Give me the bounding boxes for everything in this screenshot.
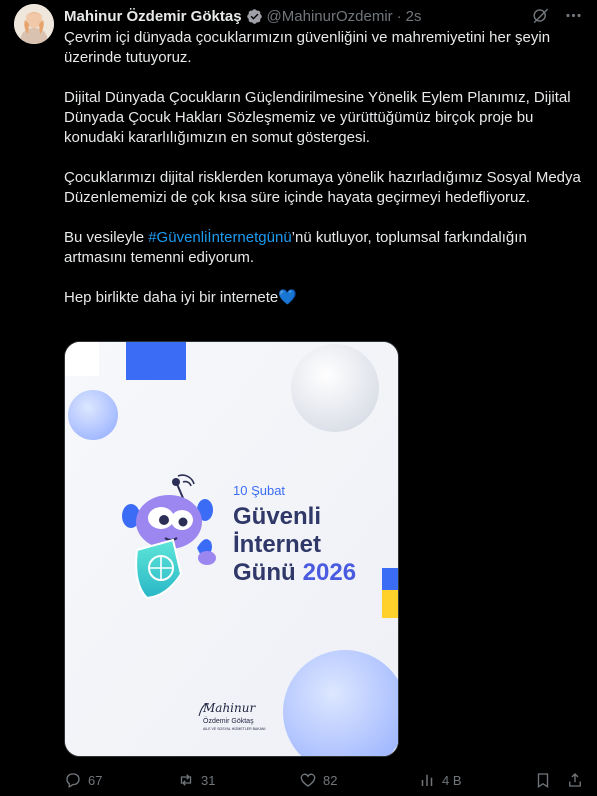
bookmark-icon [534,771,552,789]
event-title-line2: İnternet [233,531,322,558]
event-date: 10 Şubat [233,483,286,498]
action-bar [64,770,583,790]
post-paragraph-2: Dijital Dünyada Çocukların Güçlendirilmesine Yönelik Eylem Planımız, Dijital Dünyada Çocuk Hakları Sözleşmemiz ve yürüttüğümüz birçok proje bu konudaki kararlılığımızın en somut göstergesi. [64,89,571,146]
repost-count: 31 [201,772,216,788]
views-icon [418,771,436,789]
share-icon [566,771,584,789]
reply-button[interactable] [64,771,102,789]
post-media-image[interactable] [64,341,399,757]
post-header [64,6,583,26]
repost-button[interactable] [177,771,215,789]
author-name[interactable]: Mahinur Özdemir Göktaş [64,7,242,25]
svg-text:Özdemir Göktaş: Özdemir Göktaş [203,718,254,725]
post-paragraph-4: Bu vesileyle #Güvenliİnternetgünü’nü kutluyor, toplumsal farkındalığın artmasını temenni ediyorum. [64,229,527,266]
event-title-line1: Güvenli [233,503,322,530]
more-options-icon[interactable] [564,6,583,25]
verified-badge-icon [246,8,263,25]
decor-square [65,342,99,376]
svg-text:Mahinur: Mahinur [203,701,256,715]
blue-heart-icon: 💙 [278,289,297,306]
decor-circle-gray [291,344,379,432]
reply-count: 67 [88,772,103,788]
grok-icon[interactable] [531,6,550,25]
like-button[interactable] [299,771,337,789]
author-handle[interactable]: @MahinurOzdemir [266,7,393,25]
bookmark-button[interactable] [534,771,552,789]
post-paragraph-3: Çocuklarımızı dijital risklerden korumaya yönelik hazırladığımız Sosyal Medya Düzenlememizi de çok kısa süre içinde hayata geçirmeyi hedefliyoruz. [64,169,581,206]
decor-circle-blue-small [68,390,118,440]
reply-icon [64,771,82,789]
hashtag-link[interactable]: #Güvenliİnternetgünü [148,229,292,246]
header-icons [531,6,583,25]
like-count: 82 [323,772,338,788]
views-count: 4 B [442,772,462,788]
post-text [64,28,584,308]
share-button[interactable] [566,771,584,789]
separator: · [396,7,402,25]
views-button[interactable] [418,771,462,789]
event-title-line3: Günü 2026 [233,559,357,586]
post-paragraph-5: Hep birlikte daha iyi bir internete💙 [64,289,297,306]
avatar[interactable] [14,4,54,44]
post-paragraph-1: Çevrim içi dünyada çocuklarımızın güvenliğini ve mahremiyetini her şeyin üzerinde tutuyoruz. [64,29,551,66]
heart-icon [299,771,317,789]
repost-icon [177,771,195,789]
svg-text:AİLE VE SOSYAL HİZMETLER BAKAN: AİLE VE SOSYAL HİZMETLER BAKANI [203,727,266,731]
post-time[interactable]: 2s [405,7,422,25]
